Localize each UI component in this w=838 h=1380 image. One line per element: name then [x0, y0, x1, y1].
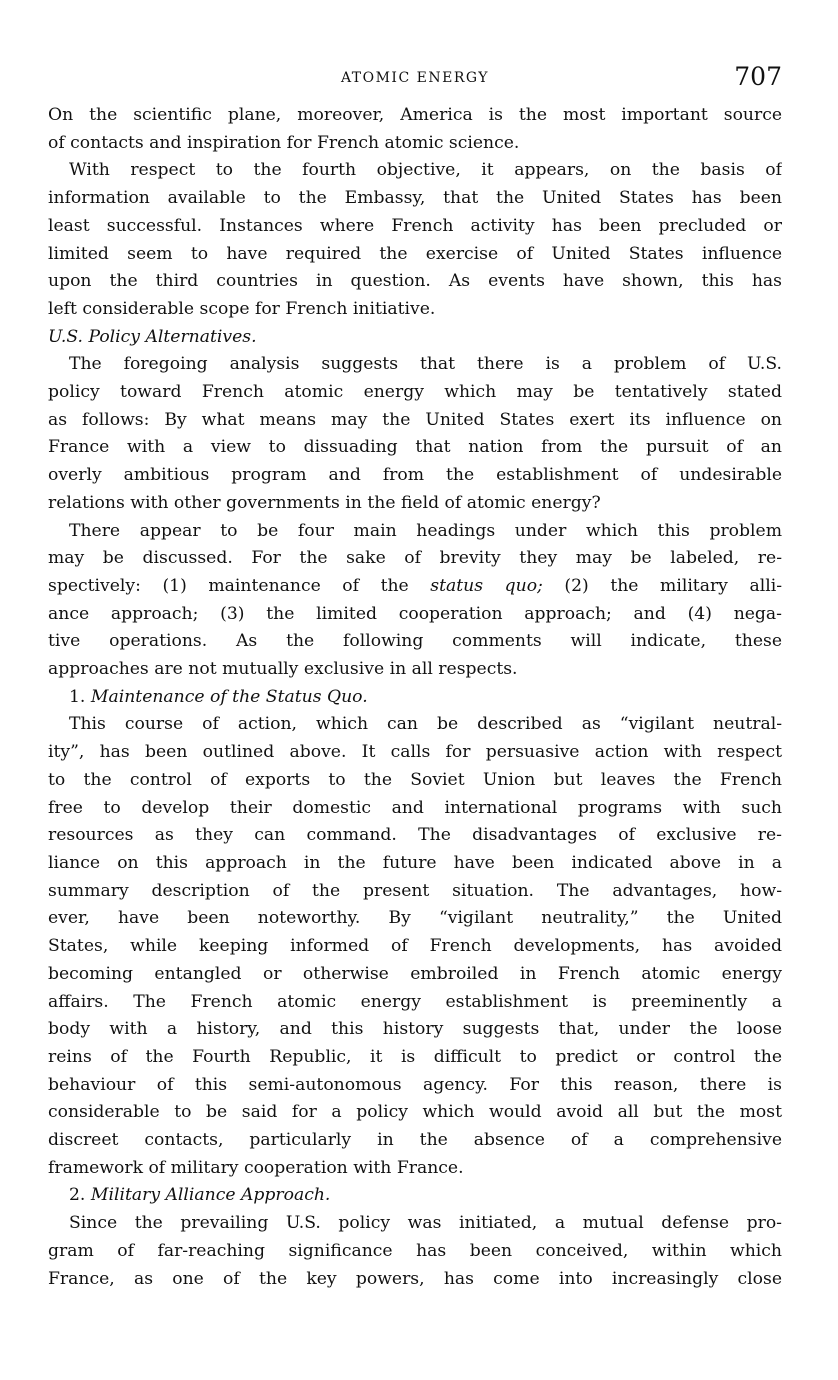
text-line: considerable to be said for a policy which would avoid all but the most — [48, 1102, 782, 1123]
text-line: With respect to the fourth objective, it appears, on the basis of — [69, 160, 782, 181]
text-line: States, while keeping informed of French developments, has avoided — [48, 936, 782, 957]
text-line: information available to the Embassy, that the United States has been — [48, 188, 782, 209]
page-number: 707 — [734, 62, 782, 91]
paragraph — [48, 1210, 782, 1293]
subsection-heading — [48, 1182, 782, 1210]
page-header — [48, 62, 782, 102]
subsection-heading — [48, 684, 782, 712]
subsection-title: Maintenance of the Status Quo. — [90, 686, 368, 707]
continued-paragraph — [48, 102, 782, 157]
text-line: affairs. The French atomic energy establishment is preeminently a — [48, 991, 782, 1012]
text-line: France, as one of the key powers, has come into increasingly close — [48, 1268, 782, 1289]
text-line: liance on this approach in the future have been indicated above in a — [48, 852, 782, 873]
text-line: may be discussed. For the sake of brevity they may be labeled, re- — [48, 548, 782, 569]
section-heading: U.S. Policy Alternatives. — [48, 326, 257, 347]
paragraph — [48, 157, 782, 323]
text-line: There appear to be four main headings under which this problem — [69, 520, 782, 541]
text-line: The foregoing analysis suggests that there is a problem of U.S. — [69, 354, 782, 375]
text-line: spectively: (1) maintenance of the status quo; (2) the military alli- — [48, 575, 782, 596]
text-line: becoming entangled or otherwise embroiled in French atomic energy — [48, 963, 782, 984]
paragraph — [48, 518, 782, 684]
text-line: policy toward French atomic energy which may be tentatively stated — [48, 382, 782, 403]
italic-phrase: status quo; — [430, 575, 543, 596]
paragraph — [48, 351, 782, 517]
text-line: free to develop their domestic and international programs with such — [48, 797, 782, 818]
subsection-title: Military Alliance Approach. — [90, 1185, 331, 1206]
text-line: to the control of exports to the Soviet Union but leaves the French — [48, 769, 782, 790]
subsection-number: 1. — [69, 686, 91, 707]
text-line: ance approach; (3) the limited cooperation approach; and (4) nega- — [48, 603, 782, 624]
text-line: reins of the Fourth Republic, it is difficult to predict or control the — [48, 1046, 782, 1067]
document-page — [48, 62, 782, 1293]
text-line: as follows: By what means may the United States exert its influence on — [48, 409, 782, 430]
text-line: ever, have been noteworthy. By “vigilant neutrality,” the United — [48, 908, 782, 929]
text-line: France with a view to dissuading that nation from the pursuit of an — [48, 437, 782, 458]
text-line: behaviour of this semi-autonomous agency. For this reason, there is — [48, 1074, 782, 1095]
text-line: resources as they can command. The disadvantages of exclusive re- — [48, 825, 782, 846]
text-line: body with a history, and this history suggests that, under the loose — [48, 1019, 782, 1040]
text-line: left considerable scope for French initiative. — [48, 298, 436, 319]
text-line: approaches are not mutually exclusive in all respects. — [48, 659, 518, 680]
text-line: upon the third countries in question. As events have shown, this has — [48, 271, 782, 292]
text-line: framework of military cooperation with France. — [48, 1157, 464, 1178]
document-body — [48, 102, 782, 1293]
text-line: Since the prevailing U.S. policy was initiated, a mutual defense pro- — [69, 1213, 782, 1234]
text-line: On the scientific plane, moreover, America is the most important source — [48, 105, 782, 125]
running-head: ATOMIC ENERGY — [340, 70, 490, 86]
text-line: overly ambitious program and from the establishment of undesirable — [48, 465, 782, 486]
subsection-number: 2. — [69, 1185, 91, 1206]
text-line: tive operations. As the following comments will indicate, these — [48, 631, 782, 652]
text-line: relations with other governments in the field of atomic energy? — [48, 492, 601, 513]
text-line: of contacts and inspiration for French atomic science. — [48, 132, 520, 153]
text-line: limited seem to have required the exercise of United States influence — [48, 243, 782, 264]
text-line: discreet contacts, particularly in the absence of a comprehensive — [48, 1130, 782, 1151]
paragraph — [48, 711, 782, 1182]
text-line: gram of far-reaching significance has been conceived, within which — [48, 1240, 782, 1261]
text-line: This course of action, which can be described as “vigilant neutral- — [69, 714, 782, 735]
text-line: summary description of the present situation. The advantages, how- — [48, 880, 782, 901]
text-line: least successful. Instances where French activity has been precluded or — [48, 215, 782, 236]
text-line: ity”, has been outlined above. It calls for persuasive action with respect — [48, 742, 782, 763]
